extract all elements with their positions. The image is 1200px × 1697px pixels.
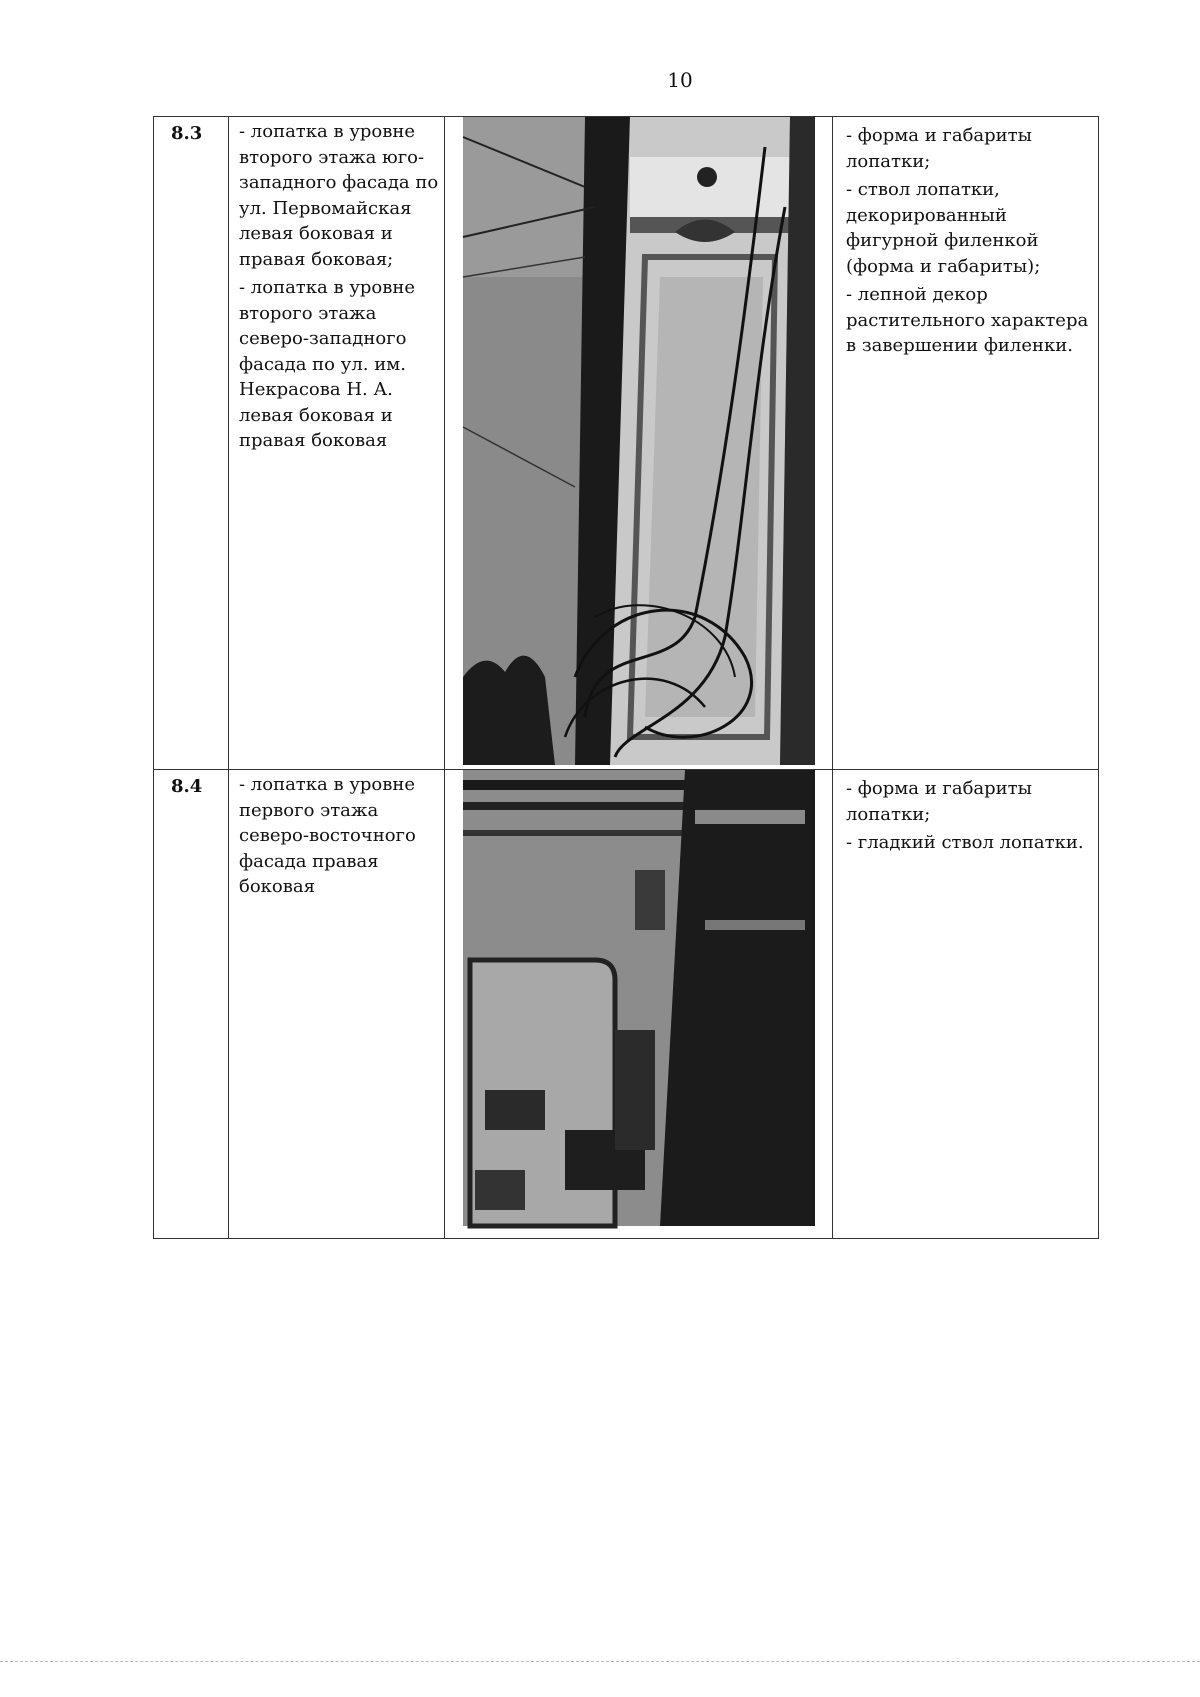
element-location-cell [229,770,445,1239]
photo-cell [445,770,833,1239]
location-text: - лопатка в уровне второго этажа северо-западного фасада по ул. им. Некрасова Н. А. левая боковая и правая боковая [239,277,416,451]
object-table [153,116,1099,1239]
pilaster-photo [445,770,832,1238]
row-number: 8.3 [154,117,229,770]
location-text: - лопатка в уровне второго этажа юго-западного фасада по ул. Первомайская левая боковая и правая боковая; [239,121,439,270]
protected-elements-cell [833,117,1099,770]
element-text: - гладкий ствол лопатки. [846,832,1084,853]
pilaster-photo [445,117,832,769]
page-number: 10 [667,68,693,92]
table-row [154,770,1099,1239]
element-location-cell [229,117,445,770]
table-row [154,117,1099,770]
element-text: - форма и габариты лопатки; [846,778,1032,825]
pilaster-lower-photo-image [445,770,832,1234]
element-text: - ствол лопатки, декорированный фигурной филенкой (форма и габариты); [846,179,1041,277]
row-number: 8.4 [154,770,229,1239]
pilaster-upper-photo-image [445,117,832,765]
protected-elements-cell [833,770,1099,1239]
element-text: - лепной декор растительного характера в завершении филенки. [846,284,1089,356]
element-text: - форма и габариты лопатки; [846,125,1032,172]
photo-cell [445,117,833,770]
location-text: - лопатка в уровне первого этажа северо-восточного фасада правая боковая [239,774,416,897]
page-bottom-divider [0,1661,1200,1663]
